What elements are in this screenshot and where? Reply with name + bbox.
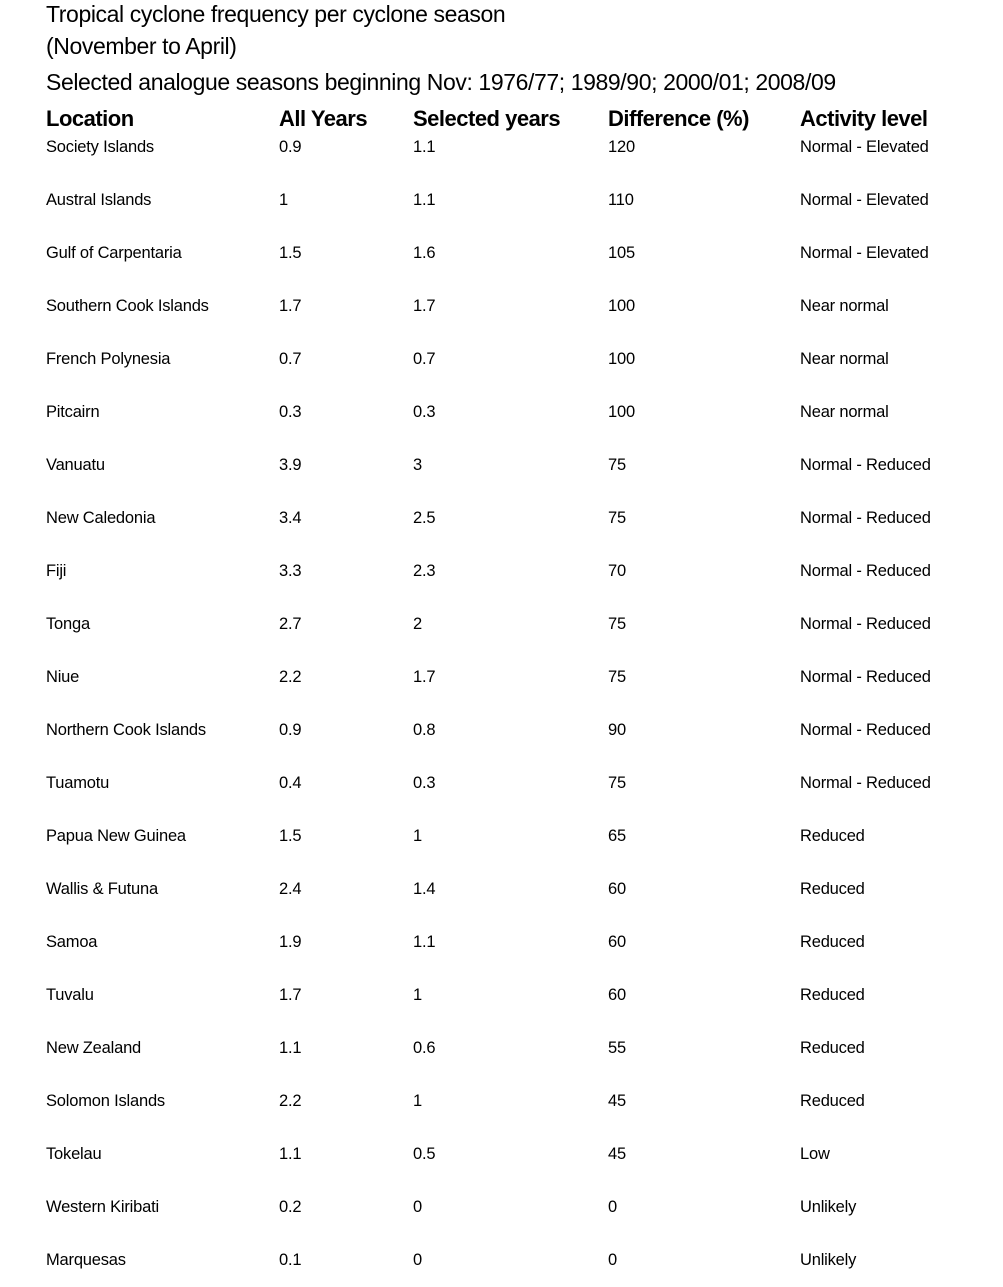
cell-difference: 75 xyxy=(608,509,626,527)
cell-difference: 55 xyxy=(608,1039,626,1057)
cell-location: Wallis & Futuna xyxy=(46,880,158,898)
table-row xyxy=(0,456,1003,486)
cell-selected-years: 1.4 xyxy=(413,880,436,898)
cell-activity-level: Reduced xyxy=(800,986,865,1004)
header-all-years: All Years xyxy=(279,106,368,131)
table-row xyxy=(0,1092,1003,1122)
table-row xyxy=(0,668,1003,698)
header-difference: Difference (%) xyxy=(608,106,749,131)
cell-all-years: 1.1 xyxy=(279,1039,302,1057)
cell-activity-level: Normal - Reduced xyxy=(800,668,931,686)
cell-selected-years: 2 xyxy=(413,615,422,633)
cell-activity-level: Normal - Reduced xyxy=(800,562,931,580)
table-row xyxy=(0,827,1003,857)
cell-all-years: 2.7 xyxy=(279,615,302,633)
document-title-period: (November to April) xyxy=(46,33,237,59)
cell-difference: 75 xyxy=(608,615,626,633)
cell-all-years: 1.7 xyxy=(279,986,302,1004)
cell-difference: 100 xyxy=(608,350,635,368)
cell-activity-level: Normal - Elevated xyxy=(800,138,929,156)
cell-difference: 110 xyxy=(608,191,634,209)
cell-selected-years: 0.6 xyxy=(413,1039,436,1057)
cell-difference: 65 xyxy=(608,827,626,845)
cell-location: Pitcairn xyxy=(46,403,100,421)
cell-selected-years: 1 xyxy=(413,827,422,845)
cell-difference: 105 xyxy=(608,244,635,262)
cell-selected-years: 1 xyxy=(413,986,422,1004)
cell-location: Society Islands xyxy=(46,138,154,156)
cell-selected-years: 1 xyxy=(413,1092,422,1110)
table-row xyxy=(0,244,1003,274)
cell-selected-years: 1.7 xyxy=(413,297,436,315)
cell-all-years: 1.1 xyxy=(279,1145,302,1163)
cell-activity-level: Reduced xyxy=(800,1039,865,1057)
cell-all-years: 0.9 xyxy=(279,721,302,739)
cell-location: Solomon Islands xyxy=(46,1092,165,1110)
cell-all-years: 1.7 xyxy=(279,297,302,315)
table-row xyxy=(0,774,1003,804)
cell-difference: 60 xyxy=(608,986,626,1004)
document-subtitle: Selected analogue seasons beginning Nov: 1976/77; 1989/90; 2000/01; 2008/09 xyxy=(46,69,836,95)
cell-all-years: 2.2 xyxy=(279,1092,302,1110)
cell-difference: 120 xyxy=(608,138,635,156)
cell-activity-level: Near normal xyxy=(800,403,889,421)
cell-difference: 75 xyxy=(608,668,626,686)
cell-location: French Polynesia xyxy=(46,350,171,368)
cell-all-years: 3.4 xyxy=(279,509,302,527)
table-row xyxy=(0,297,1003,327)
cell-selected-years: 0.7 xyxy=(413,350,436,368)
cell-all-years: 0.4 xyxy=(279,774,302,792)
cell-location: Marquesas xyxy=(46,1251,126,1269)
cell-location: Tuvalu xyxy=(46,986,94,1004)
cell-activity-level: Reduced xyxy=(800,933,865,951)
header-selected-years: Selected years xyxy=(413,106,561,131)
cell-activity-level: Low xyxy=(800,1145,830,1163)
cell-location: Northern Cook Islands xyxy=(46,721,206,739)
table-row xyxy=(0,615,1003,645)
cell-activity-level: Normal - Reduced xyxy=(800,774,931,792)
cell-selected-years: 0.3 xyxy=(413,403,436,421)
cell-all-years: 0.1 xyxy=(279,1251,302,1269)
cell-location: Papua New Guinea xyxy=(46,827,186,845)
cell-activity-level: Near normal xyxy=(800,350,889,368)
document-title: Tropical cyclone frequency per cyclone season xyxy=(46,1,506,27)
cell-selected-years: 0 xyxy=(413,1251,422,1269)
table-row xyxy=(0,191,1003,221)
cell-activity-level: Reduced xyxy=(800,827,865,845)
table-row xyxy=(0,933,1003,963)
cell-selected-years: 0.5 xyxy=(413,1145,436,1163)
table-row xyxy=(0,1145,1003,1175)
cell-activity-level: Normal - Reduced xyxy=(800,721,931,739)
cell-selected-years: 1.1 xyxy=(413,138,436,156)
cell-activity-level: Normal - Reduced xyxy=(800,456,931,474)
cell-all-years: 1 xyxy=(279,191,288,209)
table-row xyxy=(0,1198,1003,1228)
cell-activity-level: Normal - Reduced xyxy=(800,509,931,527)
cell-activity-level: Near normal xyxy=(800,297,889,315)
table-row xyxy=(0,1251,1003,1281)
cell-activity-level: Unlikely xyxy=(800,1198,857,1216)
cell-selected-years: 1.7 xyxy=(413,668,436,686)
cell-activity-level: Normal - Elevated xyxy=(800,244,929,262)
cell-all-years: 1.9 xyxy=(279,933,302,951)
cell-difference: 45 xyxy=(608,1092,626,1110)
cell-difference: 70 xyxy=(608,562,626,580)
cell-activity-level: Unlikely xyxy=(800,1251,857,1269)
cell-selected-years: 1.1 xyxy=(413,191,436,209)
cell-activity-level: Normal - Reduced xyxy=(800,615,931,633)
cell-location: Fiji xyxy=(46,562,67,580)
cell-difference: 90 xyxy=(608,721,626,739)
cell-activity-level: Reduced xyxy=(800,880,865,898)
cell-selected-years: 0.8 xyxy=(413,721,436,739)
cell-selected-years: 0.3 xyxy=(413,774,436,792)
cell-location: Niue xyxy=(46,668,80,686)
cell-location: New Caledonia xyxy=(46,509,156,527)
cell-location: Austral Islands xyxy=(46,191,152,209)
cell-selected-years: 2.3 xyxy=(413,562,436,580)
table-row xyxy=(0,350,1003,380)
cell-difference: 60 xyxy=(608,933,626,951)
table-row xyxy=(0,138,1003,168)
cell-difference: 45 xyxy=(608,1145,626,1163)
cell-location: Samoa xyxy=(46,933,98,951)
cell-difference: 75 xyxy=(608,774,626,792)
cell-difference: 100 xyxy=(608,403,635,421)
cell-location: New Zealand xyxy=(46,1039,142,1057)
table-row xyxy=(0,986,1003,1016)
cell-difference: 100 xyxy=(608,297,635,315)
table-row xyxy=(0,880,1003,910)
table-row xyxy=(0,509,1003,539)
table-row xyxy=(0,562,1003,592)
cell-location: Tuamotu xyxy=(46,774,110,792)
cell-difference: 60 xyxy=(608,880,626,898)
cell-all-years: 0.2 xyxy=(279,1198,302,1216)
cell-all-years: 2.2 xyxy=(279,668,302,686)
cell-selected-years: 1.6 xyxy=(413,244,436,262)
cell-location: Tokelau xyxy=(46,1145,102,1163)
cell-all-years: 0.3 xyxy=(279,403,302,421)
cell-location: Vanuatu xyxy=(46,456,105,474)
cell-all-years: 1.5 xyxy=(279,827,302,845)
cell-difference: 75 xyxy=(608,456,626,474)
cell-location: Gulf of Carpentaria xyxy=(46,244,182,262)
cell-all-years: 0.9 xyxy=(279,138,302,156)
cell-location: Southern Cook Islands xyxy=(46,297,209,315)
cell-selected-years: 0 xyxy=(413,1198,422,1216)
header-activity-level: Activity level xyxy=(800,106,928,131)
table-row xyxy=(0,403,1003,433)
cell-selected-years: 3 xyxy=(413,456,422,474)
cell-all-years: 2.4 xyxy=(279,880,302,898)
cell-selected-years: 2.5 xyxy=(413,509,436,527)
cell-difference: 0 xyxy=(608,1198,617,1216)
header-location: Location xyxy=(46,106,134,131)
cell-all-years: 3.3 xyxy=(279,562,302,580)
cell-activity-level: Normal - Elevated xyxy=(800,191,929,209)
cell-activity-level: Reduced xyxy=(800,1092,865,1110)
cell-location: Tonga xyxy=(46,615,90,633)
cell-all-years: 3.9 xyxy=(279,456,302,474)
cell-all-years: 0.7 xyxy=(279,350,302,368)
cell-difference: 0 xyxy=(608,1251,617,1269)
table-row xyxy=(0,1039,1003,1069)
cell-all-years: 1.5 xyxy=(279,244,302,262)
table-row xyxy=(0,721,1003,751)
cell-selected-years: 1.1 xyxy=(413,933,436,951)
cell-location: Western Kiribati xyxy=(46,1198,159,1216)
